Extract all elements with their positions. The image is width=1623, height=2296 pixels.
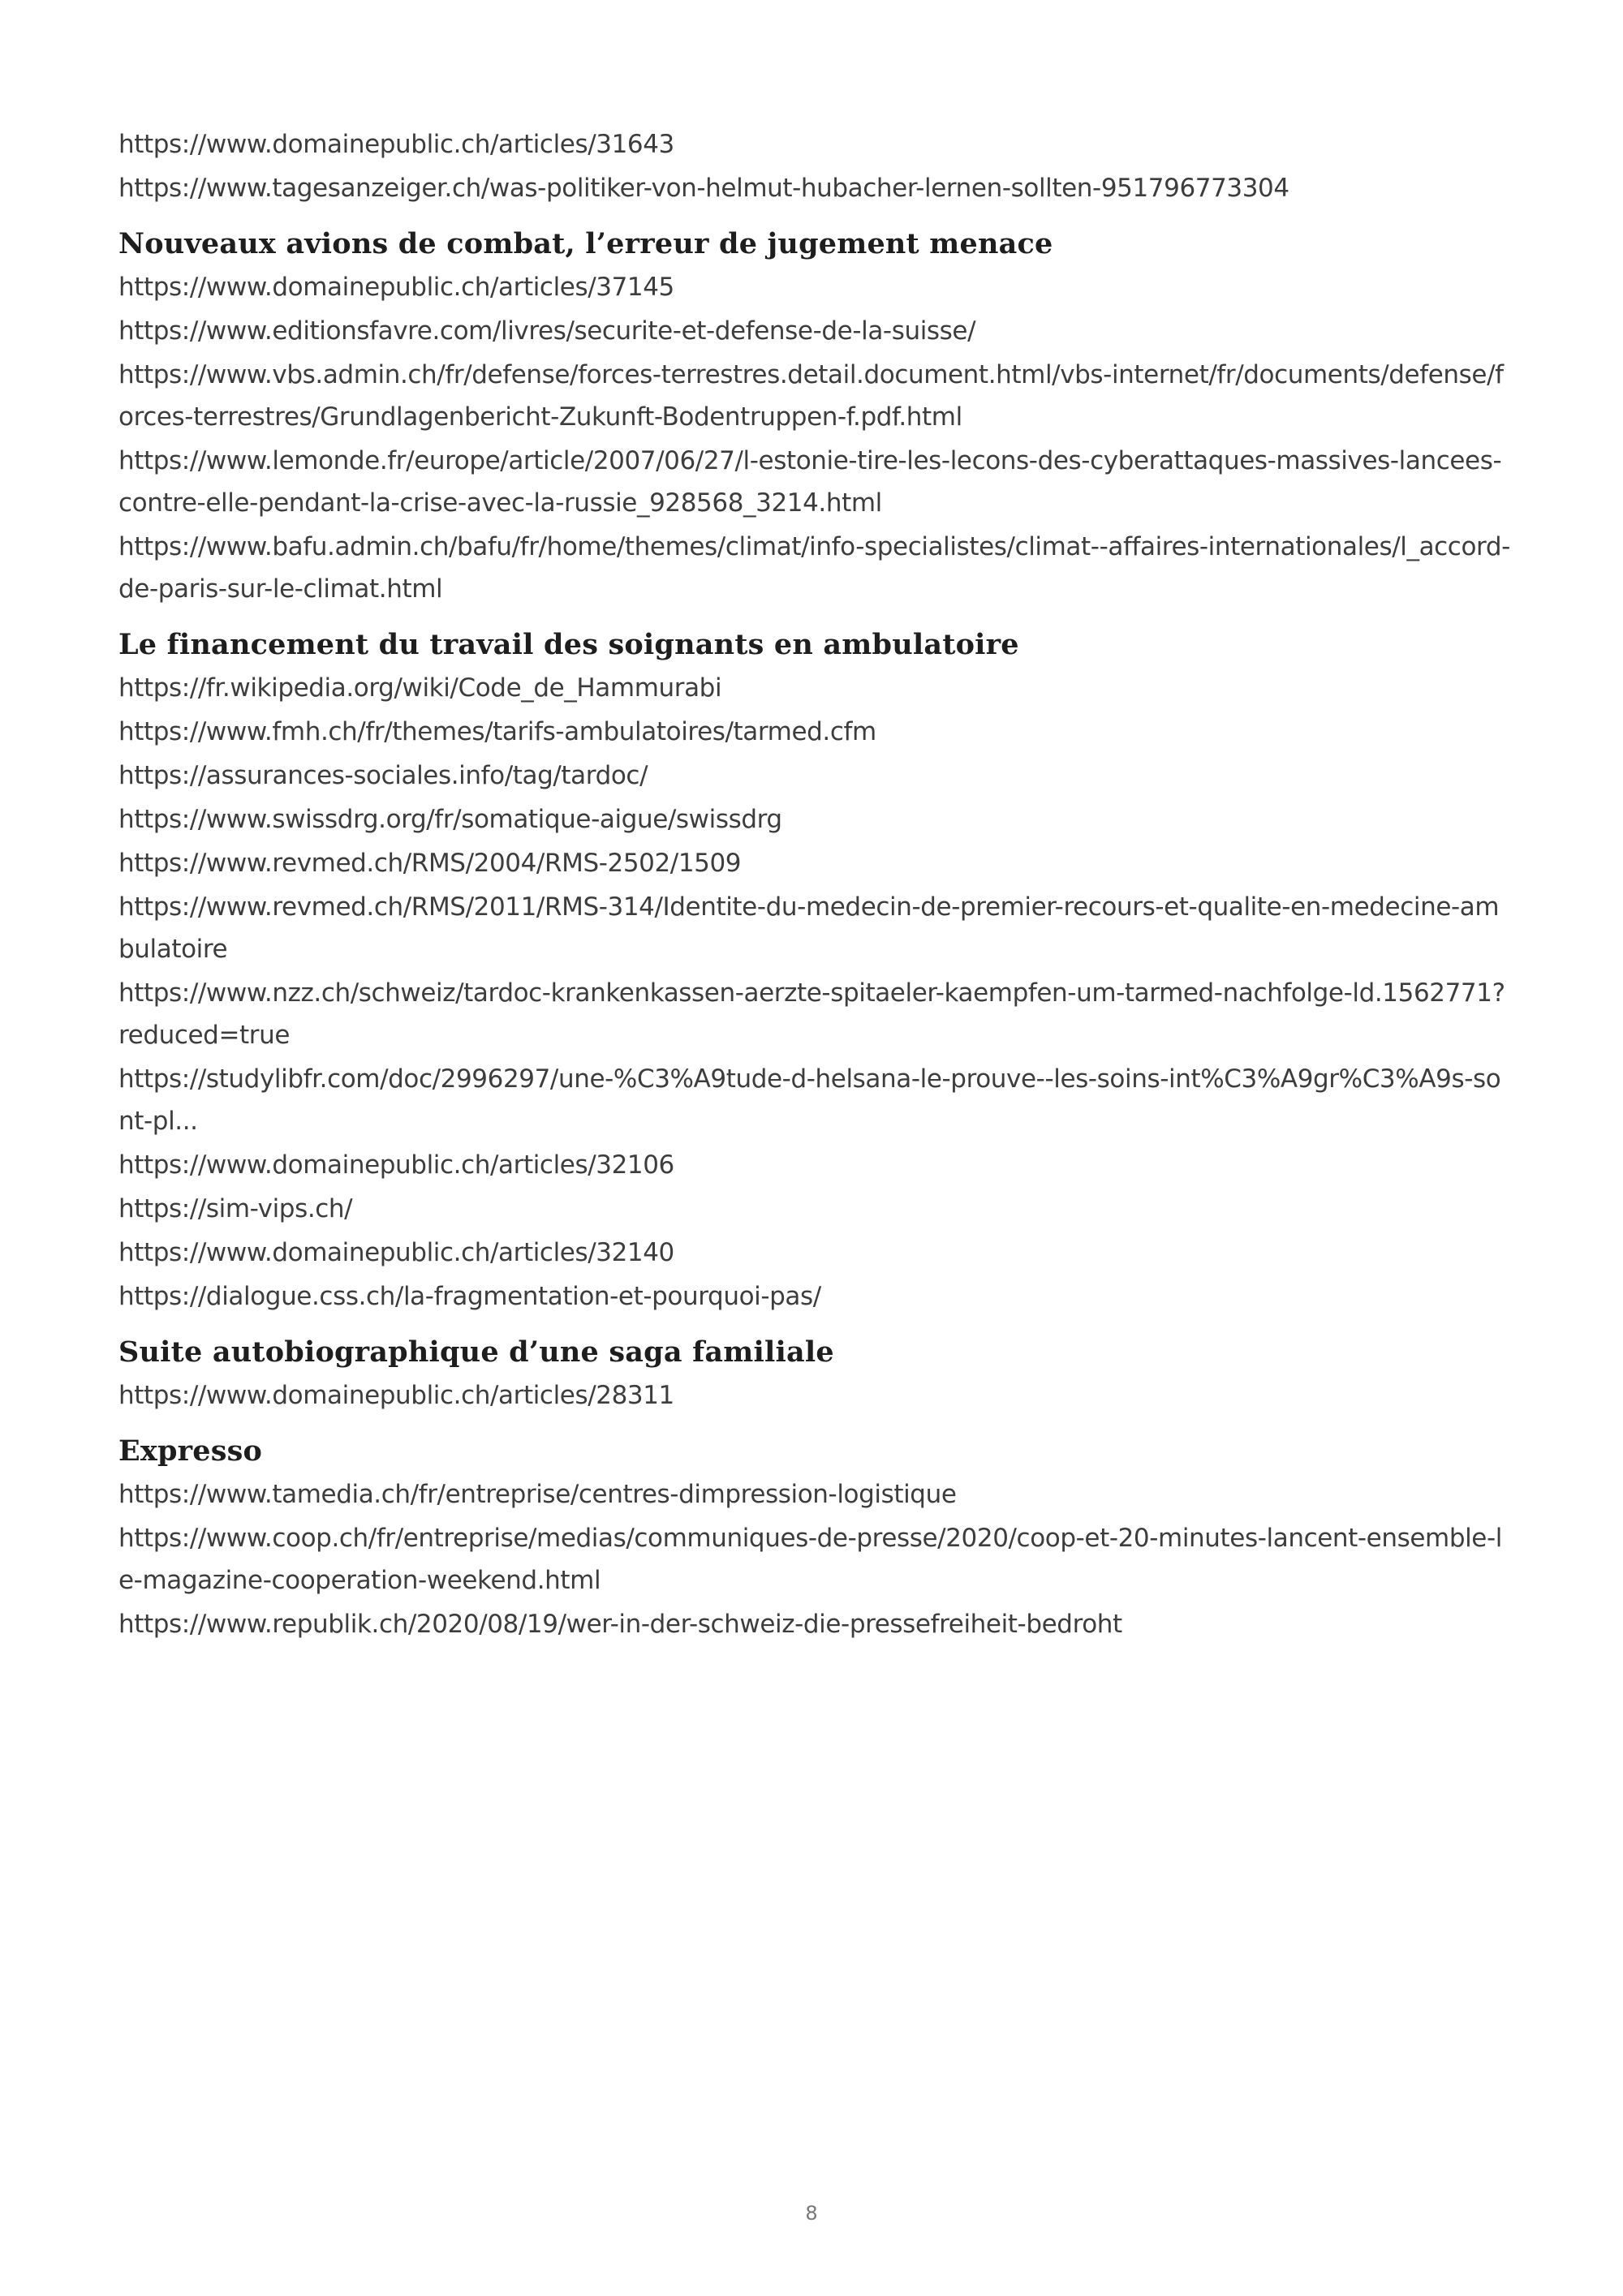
section-link-list xyxy=(118,1473,1514,1645)
section-title: Le financement du travail des soignants en ambulatoire xyxy=(118,628,1019,661)
reference-link[interactable]: https://www.domainepublic.ch/articles/28311 xyxy=(118,1381,674,1410)
reference-link[interactable]: https://www.bafu.admin.ch/bafu/fr/home/themes/climat/info-specialistes/climat--affaires-internationales/l_accord-de-paris-sur-le-climat.html xyxy=(118,532,1510,604)
reference-link[interactable]: https://www.tagesanzeiger.ch/was-politiker-von-helmut-hubacher-lernen-sollten-951796773304 xyxy=(118,174,1289,203)
reference-link[interactable]: https://www.nzz.ch/schweiz/tardoc-krankenkassen-aerzte-spitaeler-kaempfen-um-tarmed-nachfolge-ld.1562771?reduced=true xyxy=(118,978,1505,1050)
reference-link[interactable]: https://www.lemonde.fr/europe/article/2007/06/27/l-estonie-tire-les-lecons-des-cyberattaques-massives-lancees-contre-elle-pendant-la-crise-avec-la-russie_928568_3214.html xyxy=(118,446,1502,518)
reference-link[interactable]: https://www.swissdrg.org/fr/somatique-aigue/swissdrg xyxy=(118,805,782,834)
reference-link[interactable]: https://www.domainepublic.ch/articles/31643 xyxy=(118,130,674,159)
section-title: Expresso xyxy=(118,1434,263,1468)
section-link-list xyxy=(118,1374,1514,1417)
section-expresso xyxy=(118,1430,1514,1645)
reference-link[interactable]: https://fr.wikipedia.org/wiki/Code_de_Hammurabi xyxy=(118,673,722,703)
reference-link[interactable]: https://www.revmed.ch/RMS/2004/RMS-2502/1509 xyxy=(118,849,742,878)
reference-link[interactable]: https://www.domainepublic.ch/articles/32106 xyxy=(118,1150,674,1180)
intro-link-list xyxy=(118,123,1514,209)
document-body xyxy=(118,123,1514,1647)
reference-link[interactable]: https://www.editionsfavre.com/livres/securite-et-defense-de-la-suisse/ xyxy=(118,316,976,346)
reference-link[interactable]: https://www.tamedia.ch/fr/entreprise/centres-dimpression-logistique xyxy=(118,1480,957,1509)
reference-link[interactable]: https://www.fmh.ch/fr/themes/tarifs-ambulatoires/tarmed.cfm xyxy=(118,717,876,746)
section-financement-soignants xyxy=(118,623,1514,1318)
section-saga-familiale xyxy=(118,1331,1514,1417)
reference-link[interactable]: https://www.domainepublic.ch/articles/32140 xyxy=(118,1238,674,1267)
reference-link[interactable]: https://www.coop.ch/fr/entreprise/medias/communiques-de-presse/2020/coop-et-20-minutes-lancent-ensemble-le-magazine-cooperation-weekend.html xyxy=(118,1524,1502,1595)
section-link-list xyxy=(118,266,1514,610)
reference-link[interactable]: https://sim-vips.ch/ xyxy=(118,1194,353,1223)
reference-link[interactable]: https://www.republik.ch/2020/08/19/wer-in-der-schweiz-die-pressefreiheit-bedroht xyxy=(118,1610,1122,1639)
section-avions-de-combat xyxy=(118,222,1514,610)
section-title: Nouveaux avions de combat, l’erreur de jugement menace xyxy=(118,227,1053,260)
reference-link[interactable]: https://www.revmed.ch/RMS/2011/RMS-314/Identite-du-medecin-de-premier-recours-et-qualite-en-medecine-ambulatoire xyxy=(118,892,1500,964)
reference-link[interactable]: https://assurances-sociales.info/tag/tardoc/ xyxy=(118,761,648,790)
page-number: 8 xyxy=(805,2202,818,2225)
reference-link[interactable]: https://dialogue.css.ch/la-fragmentation-et-pourquoi-pas/ xyxy=(118,1282,821,1311)
reference-link[interactable]: https://studylibfr.com/doc/2996297/une-%C3%A9tude-d-helsana-le-prouve--les-soins-int%C3%A9gr%C3%A9s-sont-pl... xyxy=(118,1064,1501,1136)
reference-link[interactable]: https://www.vbs.admin.ch/fr/defense/forces-terrestres.detail.document.html/vbs-internet/fr/documents/defense/forces-terrestres/Grundlagenbericht-Zukunft-Bodentruppen-f.pdf.html xyxy=(118,360,1504,432)
section-title: Suite autobiographique d’une saga familiale xyxy=(118,1335,834,1369)
reference-link[interactable]: https://www.domainepublic.ch/articles/37145 xyxy=(118,273,674,302)
section-link-list xyxy=(118,667,1514,1318)
